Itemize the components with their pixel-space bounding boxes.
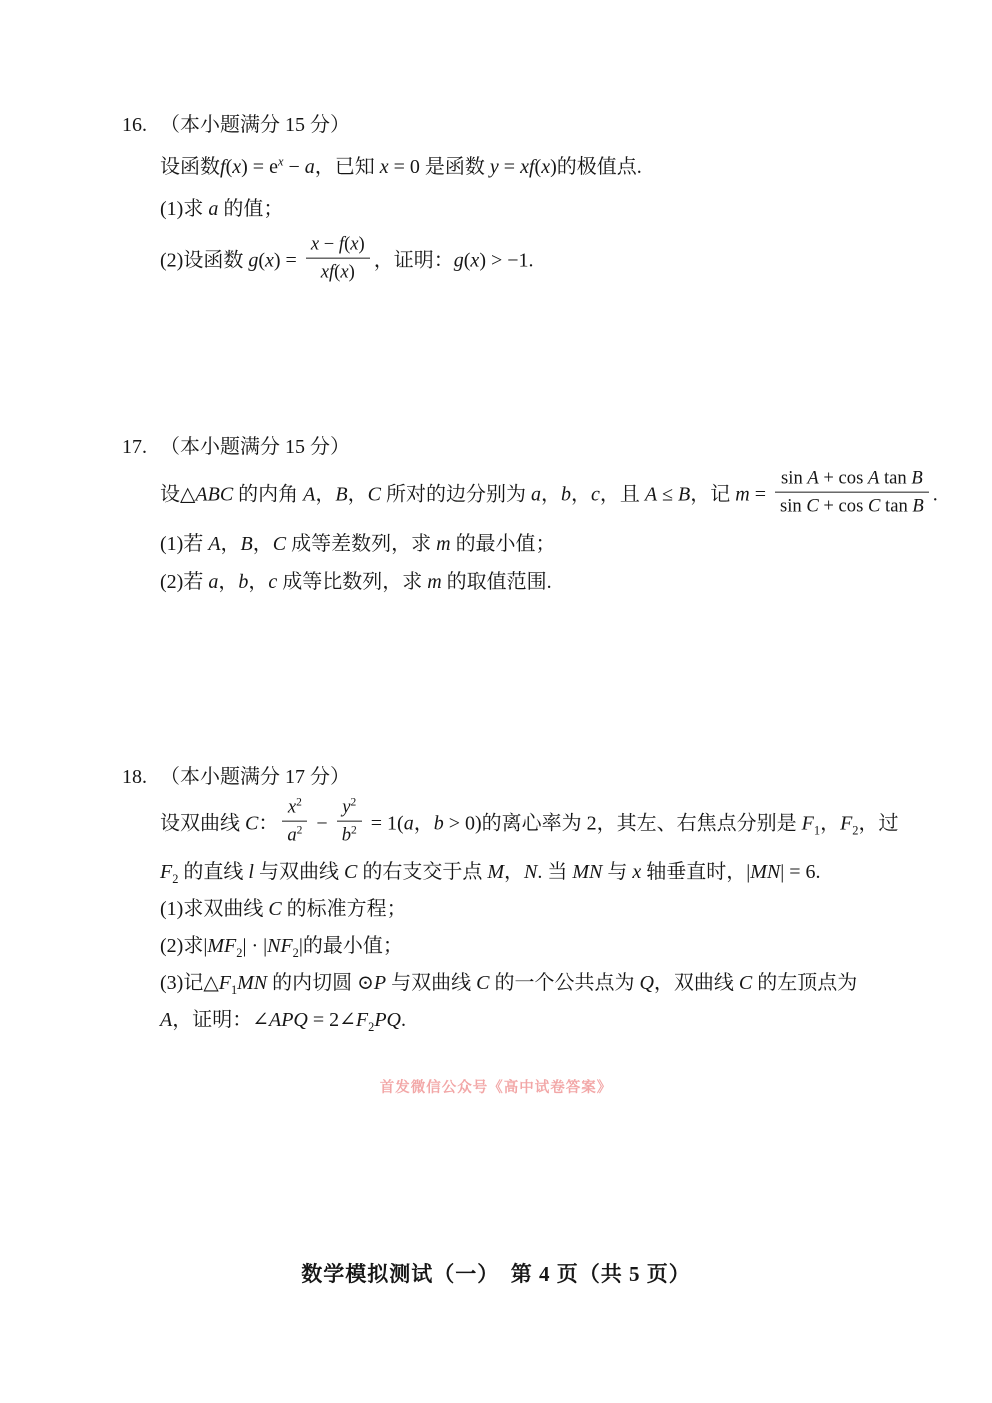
text-run: ( bbox=[258, 249, 265, 272]
text-run: C bbox=[272, 533, 287, 556]
text-run: m bbox=[436, 533, 451, 556]
text-run: 的值； bbox=[218, 198, 284, 220]
text-run: . bbox=[401, 1009, 407, 1032]
text-run: ( bbox=[225, 156, 233, 178]
fraction-numerator bbox=[337, 796, 362, 822]
page-footer: 数学模拟测试（一） 第 4 页（共 5 页） bbox=[301, 1262, 691, 1286]
text-run: 记△ bbox=[183, 972, 219, 995]
text-run: x bbox=[632, 861, 642, 884]
text-run: m bbox=[427, 571, 442, 594]
text-run: N bbox=[524, 861, 538, 884]
problem-body bbox=[122, 467, 938, 597]
text-run: | bbox=[203, 935, 208, 958]
text-run: C bbox=[806, 495, 819, 517]
text-run: sin bbox=[781, 467, 808, 489]
text-run: APQ bbox=[268, 1009, 308, 1032]
text-run: 设双曲线 bbox=[160, 812, 245, 835]
text-run: (3) bbox=[160, 972, 184, 995]
problem-title: （本小题满分 15 分） bbox=[160, 436, 350, 458]
text-run: F bbox=[801, 812, 814, 835]
text-run: 求 bbox=[183, 935, 204, 958]
text-run: 的离心率为 2，其左、右焦点分别是 bbox=[481, 812, 802, 835]
subscript: 2 bbox=[368, 1020, 375, 1035]
text-run: . bbox=[537, 861, 548, 884]
problem-number: 17. bbox=[122, 436, 147, 458]
text-run: C bbox=[245, 812, 259, 835]
text-run: A bbox=[208, 533, 221, 556]
text-run: ， bbox=[570, 483, 591, 506]
text-run: B bbox=[335, 483, 348, 506]
problem-number: 16. bbox=[122, 114, 147, 136]
text-run: 的取值范围. bbox=[441, 571, 552, 594]
text-run: ， bbox=[413, 812, 434, 835]
text-run: C bbox=[268, 898, 282, 921]
text-run: 与 bbox=[602, 861, 633, 884]
text-run: 与双曲线 bbox=[253, 861, 344, 884]
superscript: x bbox=[277, 154, 284, 169]
text-run: ∠ bbox=[252, 1009, 269, 1032]
superscript: 2 bbox=[350, 824, 357, 837]
text-run: xf bbox=[320, 261, 335, 283]
text-run: g bbox=[453, 249, 464, 272]
text-run: x bbox=[350, 233, 359, 255]
problem-header bbox=[122, 432, 922, 462]
text-run: (1) bbox=[160, 533, 184, 556]
subscript: 2 bbox=[852, 823, 859, 838]
problem-body bbox=[122, 152, 922, 287]
text-run: f bbox=[220, 156, 226, 178]
text-run: ) bbox=[550, 156, 557, 178]
text-run: f bbox=[338, 233, 345, 255]
text-run: 的一个公共点为 bbox=[489, 972, 640, 995]
problem-line bbox=[160, 194, 922, 224]
subscript: 2 bbox=[172, 872, 179, 887]
text-run: F bbox=[840, 812, 853, 835]
fraction-denominator bbox=[306, 259, 370, 284]
text-run: tan bbox=[880, 495, 913, 517]
text-run: 若 bbox=[183, 533, 209, 556]
superscript: 2 bbox=[350, 796, 357, 809]
text-run: F bbox=[160, 861, 173, 884]
text-run: 的内角 bbox=[233, 483, 304, 506]
text-run: = 2∠ bbox=[307, 1009, 356, 1032]
problem-line bbox=[160, 1005, 922, 1035]
text-run: a bbox=[304, 156, 315, 178]
text-run: 若 bbox=[183, 571, 209, 594]
text-run: ，且 bbox=[599, 483, 645, 506]
text-run: > 0) bbox=[443, 812, 482, 835]
text-run: C bbox=[367, 483, 381, 506]
fraction-numerator bbox=[282, 796, 307, 822]
text-run: ， bbox=[218, 571, 239, 594]
problem-line bbox=[160, 857, 922, 887]
problem-16 bbox=[122, 110, 922, 287]
text-run: ， bbox=[315, 483, 336, 506]
text-run: B bbox=[911, 467, 923, 489]
text-run: − bbox=[311, 812, 333, 835]
text-run: | · | bbox=[242, 935, 268, 958]
text-run: y bbox=[342, 796, 351, 818]
text-run: A bbox=[807, 467, 819, 489]
text-run: ， bbox=[252, 533, 273, 556]
problem-18 bbox=[122, 762, 922, 1035]
text-run: c bbox=[590, 483, 600, 506]
text-run: A bbox=[303, 483, 316, 506]
text-run: (1) bbox=[160, 898, 184, 921]
text-run: ，已知 bbox=[314, 156, 380, 178]
text-run: l bbox=[248, 861, 254, 884]
problem-line bbox=[160, 796, 922, 850]
text-run: g bbox=[248, 249, 259, 272]
text-run: ，双曲线 bbox=[653, 972, 739, 995]
text-run: C bbox=[343, 861, 358, 884]
subscript: 1 bbox=[813, 823, 821, 838]
fraction-numerator bbox=[306, 233, 370, 259]
fraction-denominator bbox=[775, 493, 929, 518]
text-run: 的直线 bbox=[178, 861, 249, 884]
text-run: ，证明： bbox=[172, 1009, 253, 1032]
text-run: F bbox=[218, 972, 231, 995]
text-run: ( bbox=[534, 156, 542, 178]
text-run: 的标准方程； bbox=[281, 898, 407, 921]
text-run: a bbox=[208, 198, 219, 220]
text-run: ，过 bbox=[858, 812, 899, 835]
text-run: Q bbox=[639, 972, 654, 995]
text-run: ( bbox=[344, 233, 351, 255]
text-run: ) bbox=[348, 261, 355, 283]
watermark: 首发微信公众号《高中试卷答案》 bbox=[379, 1080, 613, 1096]
superscript: 2 bbox=[296, 796, 302, 809]
text-run: ， bbox=[820, 812, 841, 835]
text-run: 的最小值； bbox=[450, 533, 556, 556]
text-run: ： bbox=[258, 812, 279, 835]
problem-line bbox=[160, 467, 938, 521]
text-run: 求 bbox=[183, 198, 209, 220]
text-run: MN bbox=[237, 972, 268, 995]
text-run: B bbox=[912, 495, 924, 517]
text-run: 求双曲线 bbox=[183, 898, 269, 921]
text-run: ) = bbox=[273, 249, 302, 272]
fraction bbox=[337, 796, 362, 847]
text-run: 成等差数列，求 bbox=[286, 533, 437, 556]
problem-line bbox=[160, 931, 922, 961]
text-run: b bbox=[341, 824, 351, 846]
text-run: ) bbox=[358, 233, 365, 255]
superscript: 2 bbox=[296, 824, 303, 837]
text-run: x bbox=[232, 156, 242, 178]
text-run: 与双曲线 bbox=[386, 972, 477, 995]
text-run: = bbox=[749, 483, 771, 506]
fraction bbox=[775, 467, 929, 518]
text-run: B bbox=[240, 533, 253, 556]
text-run: 当 bbox=[547, 861, 573, 884]
text-run: a bbox=[208, 571, 219, 594]
text-run: = bbox=[498, 156, 521, 178]
text-run: ( bbox=[463, 249, 471, 272]
text-run: C bbox=[867, 495, 881, 517]
problem-header bbox=[122, 110, 922, 140]
problem-line bbox=[160, 968, 922, 998]
text-run: 是函数 bbox=[424, 156, 490, 178]
text-run: MF bbox=[207, 935, 237, 958]
text-run: ， bbox=[504, 861, 524, 884]
text-run: ABC bbox=[195, 483, 234, 506]
text-run: + cos bbox=[818, 495, 868, 517]
problem-line bbox=[160, 233, 922, 287]
text-run: sin bbox=[780, 495, 807, 517]
fraction-denominator bbox=[282, 822, 307, 847]
problem-header bbox=[122, 762, 922, 792]
text-run: 的极值点. bbox=[556, 156, 642, 178]
text-run: | bbox=[298, 935, 303, 958]
text-run: = 0 bbox=[388, 156, 425, 178]
text-run: (2) bbox=[160, 935, 184, 958]
problem-line bbox=[160, 529, 922, 559]
text-run: | bbox=[746, 861, 751, 884]
text-run: A bbox=[160, 1009, 173, 1032]
text-run: A bbox=[644, 483, 658, 506]
text-run: x bbox=[470, 249, 480, 272]
text-run: ， bbox=[220, 533, 241, 556]
text-run: x bbox=[379, 156, 389, 178]
problem-number: 18. bbox=[122, 766, 147, 788]
text-run: = 1( bbox=[365, 812, 404, 835]
subscript: 2 bbox=[236, 946, 243, 961]
problem-line bbox=[160, 894, 922, 924]
text-run: + cos bbox=[818, 467, 868, 489]
fraction bbox=[282, 796, 307, 847]
text-run: x bbox=[340, 261, 349, 283]
text-run: MN bbox=[750, 861, 781, 884]
text-run: m bbox=[735, 483, 750, 506]
problem-line bbox=[160, 567, 922, 597]
text-run: C bbox=[738, 972, 753, 995]
text-run: C bbox=[476, 972, 490, 995]
text-run: PQ bbox=[374, 1009, 402, 1032]
text-run: 轴垂直时， bbox=[641, 861, 747, 884]
text-run: x bbox=[310, 233, 320, 255]
text-run: − bbox=[319, 233, 339, 255]
text-run: ， bbox=[248, 571, 269, 594]
text-run: ) = e bbox=[241, 156, 278, 178]
text-run: A bbox=[867, 467, 880, 489]
text-run: 设函数 bbox=[160, 156, 220, 178]
subscript: 2 bbox=[292, 946, 299, 961]
text-run: − bbox=[283, 156, 305, 178]
text-run: 的内切圆 ⊙ bbox=[267, 972, 374, 995]
text-run: b bbox=[238, 571, 249, 594]
text-run: NF bbox=[267, 935, 293, 958]
text-run: ， bbox=[347, 483, 368, 506]
problem-line bbox=[160, 152, 922, 182]
text-run: B bbox=[678, 483, 691, 506]
text-run: F bbox=[355, 1009, 369, 1032]
text-run: 设△ bbox=[160, 483, 196, 506]
text-run: 的左顶点为 bbox=[752, 972, 858, 995]
text-run: 的最小值； bbox=[302, 935, 403, 958]
problem-title: （本小题满分 15 分） bbox=[160, 114, 350, 136]
problem-17 bbox=[122, 432, 938, 597]
text-run: (2) bbox=[160, 571, 184, 594]
text-run: ，记 bbox=[690, 483, 736, 506]
text-run: ， bbox=[540, 483, 561, 506]
text-run: y bbox=[489, 156, 499, 178]
text-run: c bbox=[268, 571, 278, 594]
text-run: . bbox=[932, 483, 938, 506]
text-run: b bbox=[560, 483, 571, 506]
subscript: 1 bbox=[230, 983, 238, 998]
text-run: MN bbox=[572, 861, 603, 884]
text-run: (1) bbox=[160, 198, 184, 220]
text-run: x bbox=[265, 249, 274, 272]
text-run: 所对的边分别为 bbox=[380, 483, 531, 506]
text-run: x bbox=[541, 156, 551, 178]
text-run: 的右支交于点 bbox=[357, 861, 488, 884]
text-run: M bbox=[487, 861, 504, 884]
fraction-denominator bbox=[337, 822, 362, 847]
fraction-numerator bbox=[775, 467, 929, 493]
text-run: ，证明： bbox=[373, 249, 454, 272]
text-run: ) > −1. bbox=[479, 249, 534, 272]
text-run: tan bbox=[879, 467, 912, 489]
text-run: a bbox=[530, 483, 541, 506]
text-run: 设函数 bbox=[183, 249, 249, 272]
problem-body bbox=[122, 796, 922, 1035]
text-run: x bbox=[287, 796, 297, 818]
text-run: ≤ bbox=[657, 483, 679, 506]
text-run: a bbox=[403, 812, 414, 835]
text-run: xf bbox=[520, 156, 535, 178]
text-run: 成等比数列，求 bbox=[277, 571, 428, 594]
text-run: P bbox=[373, 972, 387, 995]
text-run: | = 6. bbox=[780, 861, 821, 884]
fraction bbox=[306, 233, 370, 284]
text-run: ( bbox=[334, 261, 341, 283]
problem-title: （本小题满分 17 分） bbox=[160, 766, 350, 788]
text-run: (2) bbox=[160, 249, 184, 272]
text-run: a bbox=[287, 824, 297, 846]
text-run: b bbox=[433, 812, 444, 835]
